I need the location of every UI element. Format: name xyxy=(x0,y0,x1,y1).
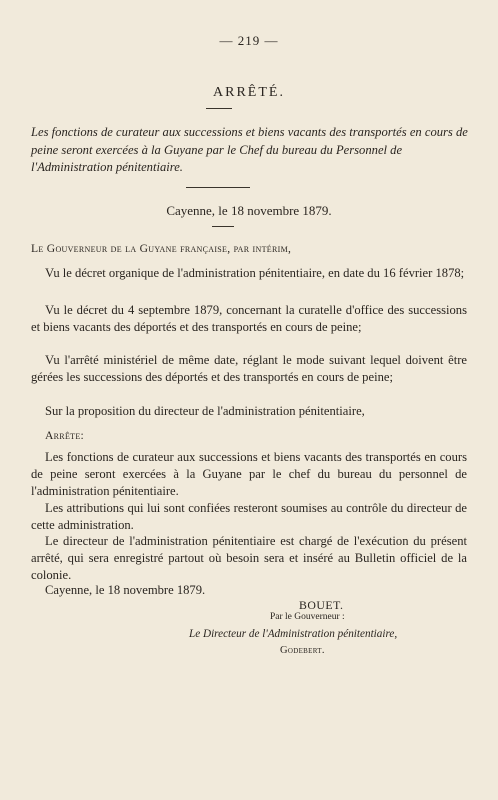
article-1: Les fonctions de curateur aux successions et biens vacants des transportés en cours de peine seront exercées à la Guyane par le chef du bureau du personnel de l'administration pénitentiaire. xyxy=(31,450,467,498)
closing-place-date: Cayenne, le 18 novembre 1879. xyxy=(45,583,206,597)
by-line: Par le Gouverneur : xyxy=(270,612,345,622)
decree-subject: Les fonctions de curateur aux successions et biens vacants des transportés en cours de peine seront exercées à la Guyane par le Chef du bureau du Personnel de l'Administration pénitentiaire. xyxy=(31,125,468,174)
consideration-3: Vu l'arrêté ministériel de même date, réglant le mode suivant lequel doivent être gérées les successions des déportés et des transportés en cours de peine; xyxy=(31,353,467,384)
preamble-heading: Le Gouverneur de la Guyane française, par intérim, xyxy=(31,242,292,255)
director-name: Godebert. xyxy=(280,645,325,656)
article-2: Les attributions qui lui sont confiées resteront soumises au contrôle du directeur de cette administration. xyxy=(31,501,467,532)
article-3: Le directeur de l'administration pénitentiaire est chargé de l'exécution du présent arrêté, qui sera enregistré partout où besoin sera et inséré au Bulletin officiel de la colonie. xyxy=(31,534,467,582)
decree-heading: Arrête: xyxy=(45,429,85,442)
consideration-2: Vu le décret du 4 septembre 1879, concernant la curatelle d'office des successions et biens vacants des déportés et des transportés en cours de peine; xyxy=(31,303,467,334)
place-date: Cayenne, le 18 novembre 1879. xyxy=(166,203,332,218)
consideration-1: Vu le décret organique de l'administration pénitentiaire, en date du 16 février 1878; xyxy=(45,266,465,280)
consideration-4: Sur la proposition du directeur de l'administration pénitentiaire, xyxy=(45,404,365,418)
subject-rule xyxy=(186,187,250,188)
title-rule xyxy=(206,108,232,109)
director-title: Le Directeur de l'Administration pénitentiaire, xyxy=(189,628,398,640)
signatory: BOUET. xyxy=(299,598,344,612)
document-title: ARRÊTÉ. xyxy=(213,85,285,100)
page-number: — 219 — xyxy=(219,33,279,48)
date-rule xyxy=(212,226,234,227)
